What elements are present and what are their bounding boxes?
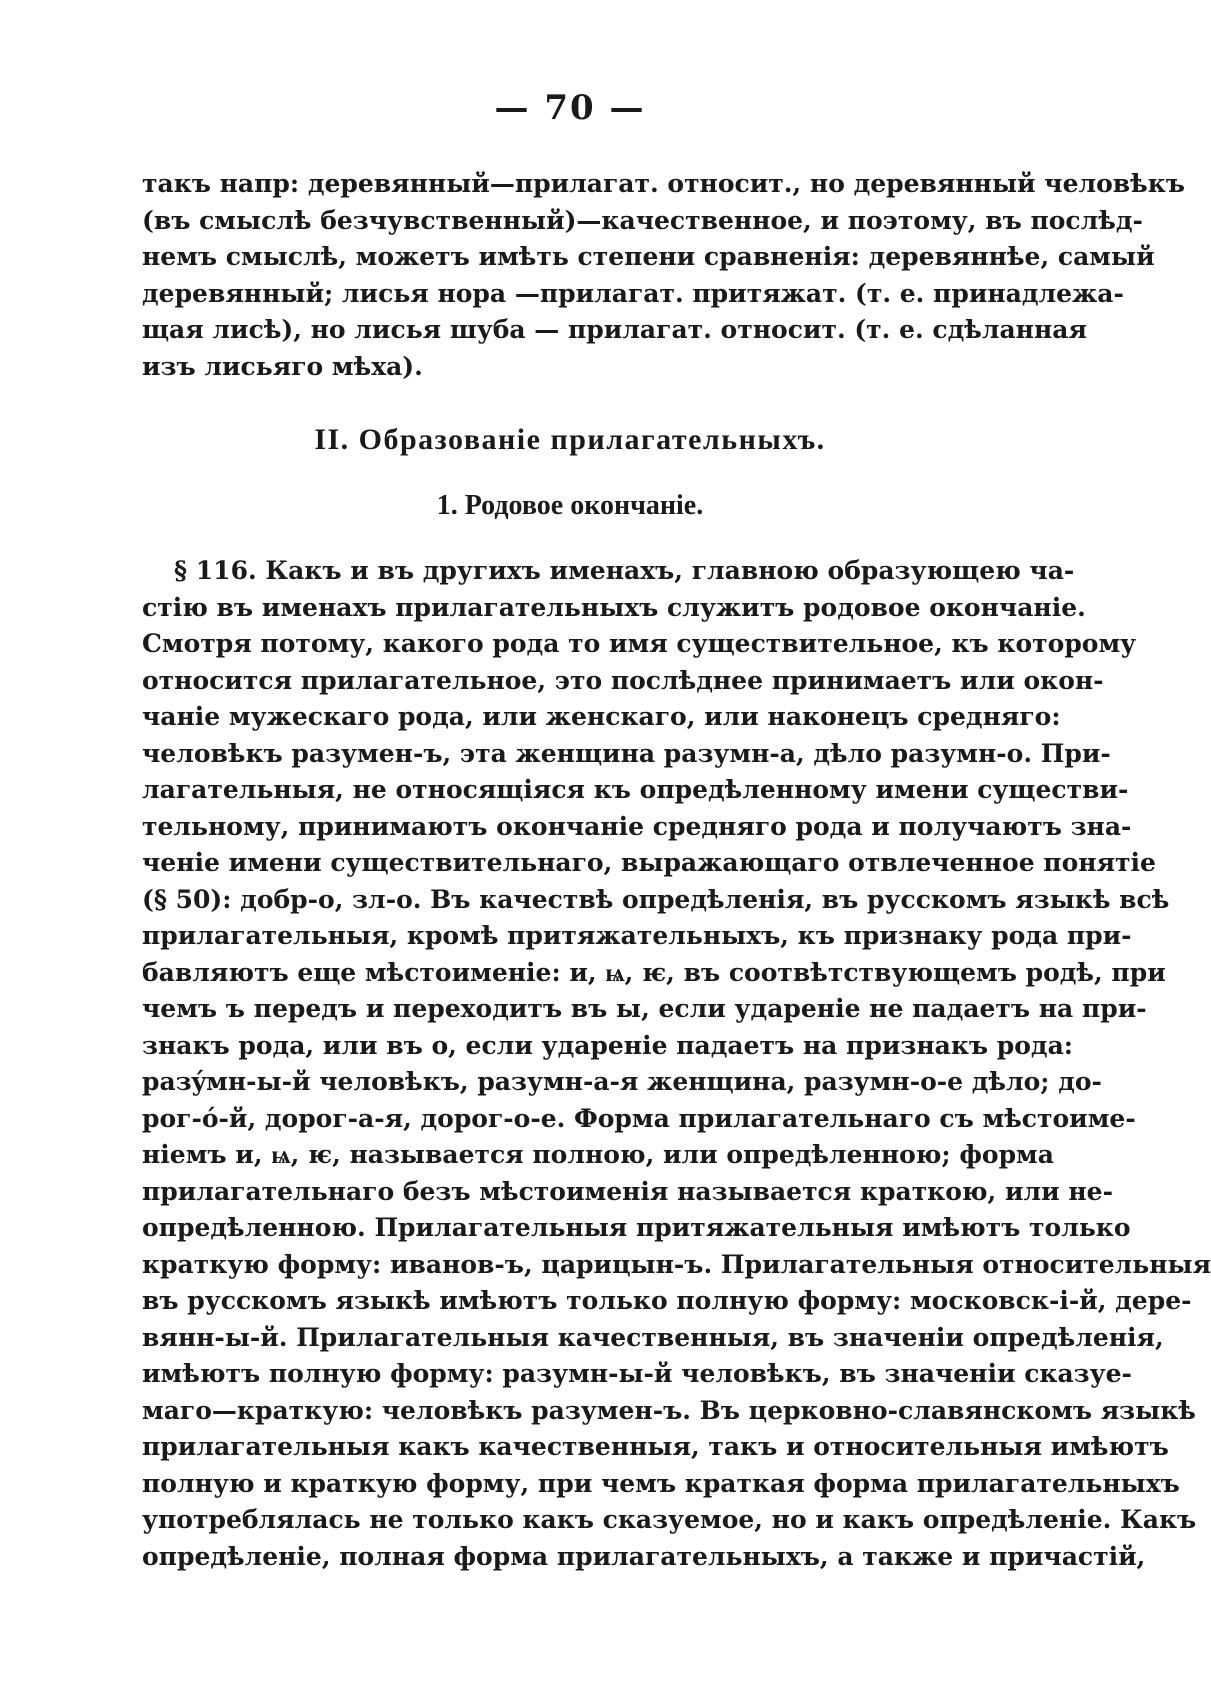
text-line: имѣютъ полную форму: разумн-ы-й человѣкъ, въ значеніи сказуе- <box>142 1359 1132 1388</box>
text-line: § 116. Какъ и въ другихъ именахъ, главною образующею ча- <box>174 556 1075 585</box>
main-paragraph <box>142 553 1211 1575</box>
section-heading: II. Образованіе прилагательныхъ. <box>314 423 826 456</box>
text-line: употреблялась не только какъ сказуемое, но и какъ опредѣленіе. Какъ <box>142 1505 1197 1534</box>
text-line: (въ смыслѣ безчувственный)—качественное, и поэтому, въ послѣд- <box>142 205 1143 235</box>
text-line: ніемъ и, ѩ, ѥ, называется полною, или опредѣленною; форма <box>142 1140 1054 1169</box>
page-number: — 70 — <box>494 88 646 128</box>
text-line: краткую форму: иванов-ъ, царицын-ъ. Прилагательныя относительныя <box>142 1249 1211 1279</box>
text-line: деревянный; лисья нора —прилагат. притяжат. (т. е. принадлежа- <box>142 278 1124 308</box>
text-line: рог-ó-й, дорог-а-я, дорог-о-е. Форма прилагательнаго съ мѣстоиме- <box>142 1103 1136 1133</box>
text-line: такъ напр: деревянный—прилагат. относит., но деревянный человѣкъ <box>142 169 1185 198</box>
text-line: относится прилагательное, это послѣднее принимаетъ или окон- <box>142 665 1104 695</box>
text-line: полную и краткую форму, при чемъ краткая форма прилагательныхъ <box>142 1468 1180 1498</box>
text-line: маго—краткую: человѣкъ разумен-ъ. Въ церковно-славянскомъ языкѣ <box>142 1395 1196 1425</box>
subsection-heading: 1. Родовое окончаніе. <box>436 490 704 521</box>
text-line: чаніе мужескаго рода, или женскаго, или наконецъ средняго: <box>142 702 1061 731</box>
text-line: лагательныя, не относящіяся къ опредѣленному имени существи- <box>142 775 1129 804</box>
intro-paragraph <box>142 166 1185 385</box>
text-line: ченіе имени существительнаго, выражающаго отвлеченное понятіе <box>142 848 1156 877</box>
text-line: изъ лисьяго мѣха). <box>142 351 423 381</box>
text-line: человѣкъ разумен-ъ, эта женщина разумн-а, дѣло разумн-о. При- <box>142 738 1111 768</box>
text-line: вянн-ы-й. Прилагательныя качественныя, въ значеніи опредѣленія, <box>142 1322 1164 1352</box>
text-line: (§ 50): добр-о, зл-о. Въ качествѣ опредѣленія, въ русскомъ языкѣ всѣ <box>142 884 1170 914</box>
text-line: прилагательнаго безъ мѣстоименія называется краткою, или не- <box>142 1176 1113 1206</box>
text-line: немъ смыслѣ, можетъ имѣть степени сравненія: деревяннѣе, самый <box>142 242 1155 271</box>
text-line: стію въ именахъ прилагательныхъ служитъ родовое окончаніе. <box>142 592 1086 622</box>
text-line: знакъ рода, или въ о, если удареніе падаетъ на признакъ рода: <box>142 1030 1074 1060</box>
text-line: опредѣленіе, полная форма прилагательныхъ, а также и причастій, <box>142 1541 1146 1571</box>
text-line: въ русскомъ языкѣ имѣютъ только полную форму: московск-і-й, дере- <box>142 1286 1192 1315</box>
text-line: чемъ ъ передъ и переходитъ въ ы, если удареніе не падаетъ на при- <box>142 994 1147 1023</box>
text-line: прилагательныя, кромѣ притяжательныхъ, къ признаку рода при- <box>142 921 1132 950</box>
text-line: бавляютъ еще мѣстоименіе: и, ѩ, ѥ, въ соотвѣтствующемъ родѣ, при <box>142 957 1166 987</box>
text-line: Смотря потому, какого рода то имя существительное, къ которому <box>142 629 1137 658</box>
text-line: разýмн-ы-й человѣкъ, разумн-а-я женщина, разумн-о-е дѣло; до- <box>142 1067 1102 1096</box>
text-line: тельному, принимаютъ окончаніе средняго рода и получаютъ зна- <box>142 811 1132 841</box>
text-line: опредѣленною. Прилагательныя притяжательныя имѣютъ только <box>142 1213 1131 1242</box>
text-line: щая лисѣ), но лисья шуба — прилагат. относит. (т. е. сдѣланная <box>142 315 1087 344</box>
text-line: прилагательныя какъ качественныя, такъ и относительныя имѣютъ <box>142 1432 1169 1461</box>
